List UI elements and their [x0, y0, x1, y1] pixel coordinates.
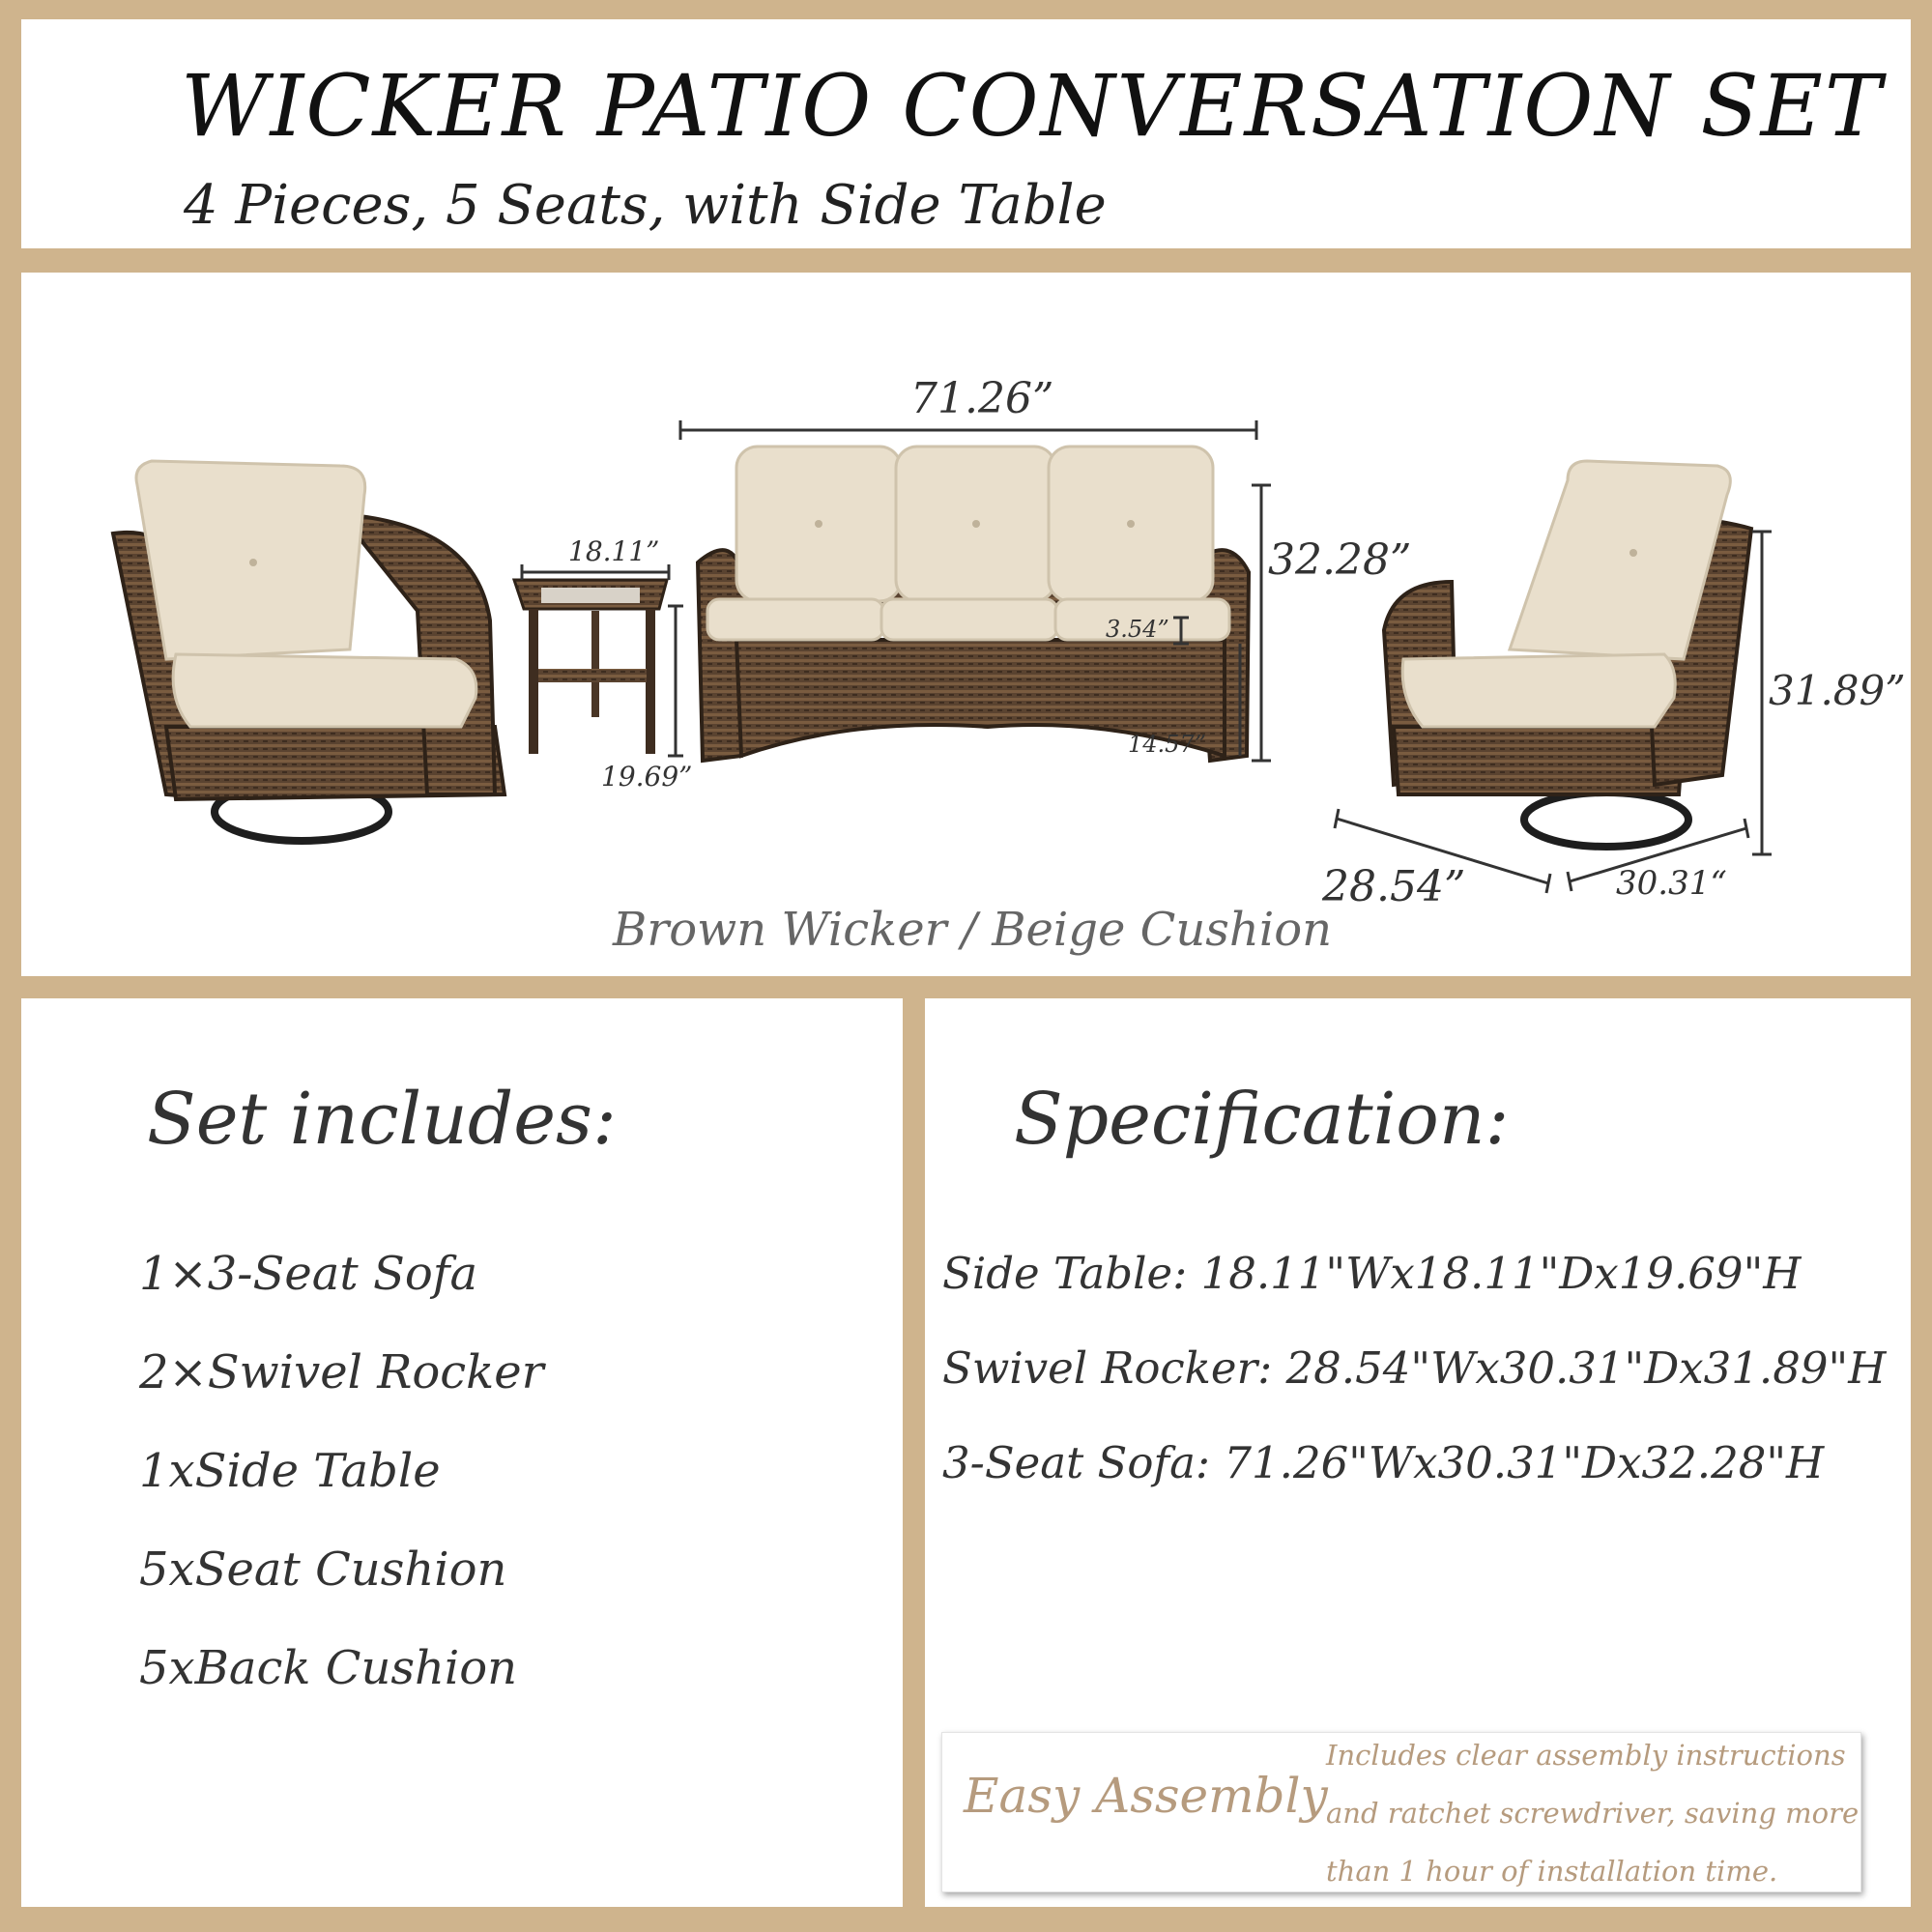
includes-heading: Set includes:: [147, 1078, 617, 1161]
list-item: 1×3-Seat Sofa: [139, 1247, 478, 1301]
sub-title: 4 Pieces, 5 Seats, with Side Table: [184, 174, 1107, 237]
list-item: 5xSeat Cushion: [139, 1543, 507, 1597]
seat-height-label: 14.57”: [1128, 731, 1206, 758]
spec-heading: Specification:: [1014, 1078, 1510, 1161]
product-panel: [21, 273, 1911, 976]
assembly-line: than 1 hour of installation time.: [1326, 1855, 1778, 1888]
spec-item: 3-Seat Sofa: 71.26"Wx30.31"Dx32.28"H: [942, 1437, 1825, 1488]
spec-item: Side Table: 18.11"Wx18.11"Dx19.69"H: [942, 1248, 1802, 1299]
table-width-label: 18.11”: [568, 535, 660, 567]
side-table-illustration: [514, 580, 667, 754]
easy-assembly-title: Easy Assembly: [964, 1768, 1328, 1824]
color-caption: Brown Wicker / Beige Cushion: [613, 903, 1332, 957]
list-item: 2×Swivel Rocker: [139, 1345, 544, 1399]
sofa-height-label: 32.28”: [1268, 535, 1412, 585]
assembly-line: and ratchet screwdriver, saving more: [1326, 1797, 1860, 1830]
includes-panel: [21, 998, 903, 1907]
left-rocker-illustration: [113, 461, 505, 841]
sofa-width-label: 71.26”: [910, 374, 1054, 423]
sofa-illustration: [698, 447, 1249, 761]
rocker-depth-label: 30.31“: [1616, 864, 1727, 903]
list-item: 1xSide Table: [139, 1444, 441, 1498]
spec-panel: [925, 998, 1911, 1907]
easy-assembly-box: [941, 1732, 1861, 1892]
table-height-label: 19.69”: [601, 761, 693, 793]
list-item: 5xBack Cushion: [139, 1641, 518, 1695]
rocker-width-label: 28.54”: [1322, 862, 1466, 911]
main-title: WICKER PATIO CONVERSATION SET: [181, 56, 1884, 156]
cushion-thickness-label: 3.54”: [1106, 616, 1169, 643]
right-rocker-illustration: [1384, 461, 1751, 847]
spec-item: Swivel Rocker: 28.54"Wx30.31"Dx31.89"H: [942, 1342, 1887, 1394]
title-panel: [21, 19, 1911, 248]
assembly-line: Includes clear assembly instructions: [1326, 1739, 1846, 1772]
rocker-height-label: 31.89”: [1769, 667, 1906, 714]
